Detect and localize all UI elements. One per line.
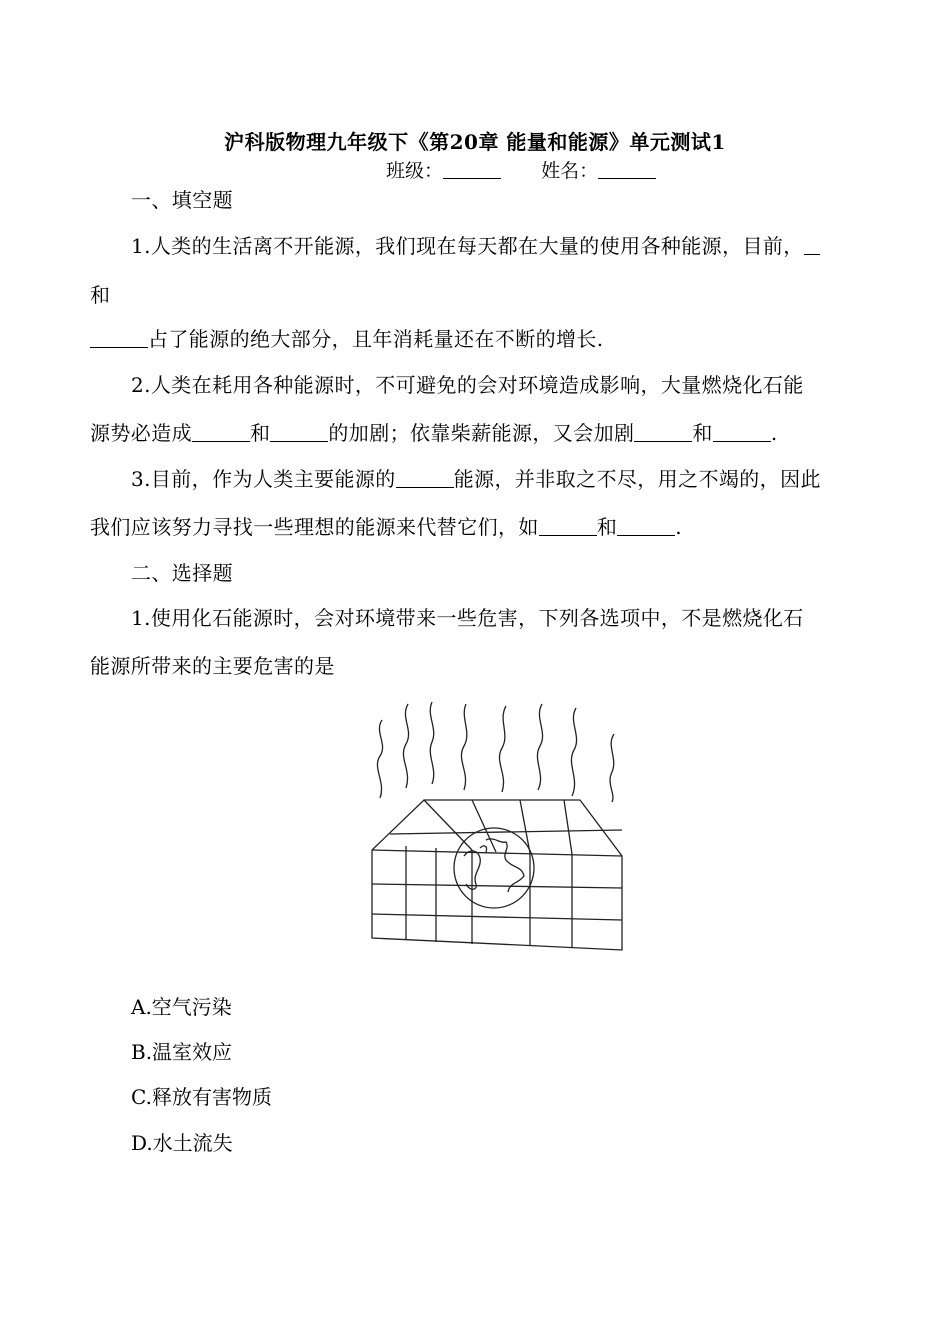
q3-blank-2[interactable] [539,517,597,536]
q3-blank-1[interactable] [396,469,454,488]
choice-question-1-line-2: 能源所带来的主要危害的是 [90,654,335,678]
q2-text-1: 源势必造成 [90,421,192,445]
q3-text-2: 能源，并非取之不尽，用之不竭的，因此 [453,467,821,491]
option-d[interactable]: D.水土流失 [131,1131,233,1155]
class-blank[interactable] [443,160,501,179]
question-3-line-1 [131,463,821,492]
class-label: 班级： [386,160,444,182]
student-info-line [386,156,656,183]
name-label: 姓名： [541,160,599,182]
q2-text-3: 的加剧；依靠柴薪能源，又会加剧 [328,421,635,445]
q3-text-5: . [675,515,682,539]
q2-blank-1[interactable] [192,423,250,442]
q2-text-4: 和 [692,421,713,445]
question-1-line-2: 和 [90,283,111,307]
q3-text-1: 3.目前，作为人类主要能源的 [131,467,396,491]
q3-text-4: 和 [596,515,618,539]
heat-waves [377,702,614,802]
question-3-line-2 [90,511,682,540]
q2-blank-4[interactable] [713,423,771,442]
greenhouse [372,800,622,950]
page-title: 沪科版物理九年级下《第20章 能量和能源》单元测试1 [224,130,726,154]
q1-blank-2[interactable] [90,329,148,348]
q2-blank-2[interactable] [270,423,328,442]
earth-icon [454,828,534,908]
question-1-line-3 [90,323,604,352]
q3-blank-3[interactable] [617,517,675,536]
choice-question-1-line-1: 1.使用化石能源时，会对环境带来一些危害，下列各选项中，不是燃烧化石 [131,606,804,630]
q2-text-5: . [770,421,778,445]
q1-text-end: 占了能源的绝大部分，且年消耗量还在不断的增长. [148,327,604,351]
greenhouse-earth-illustration [360,698,630,956]
q1-text: 1.人类的生活离不开能源，我们现在每天都在大量的使用各种能源，目前， [131,234,804,258]
name-blank[interactable] [598,160,656,179]
question-1-line-1 [131,230,820,259]
q2-text-2: 和 [250,421,271,445]
q3-text-3: 我们应该努力寻找一些理想的能源来代替它们，如 [90,515,539,539]
section-heading-fill: 一、填空题 [131,188,233,212]
q2-blank-3[interactable] [634,423,692,442]
question-2-line-2 [90,417,778,446]
option-b[interactable]: B.温室效应 [131,1040,233,1064]
option-a[interactable]: A.空气污染 [131,995,232,1019]
option-c[interactable]: C.释放有害物质 [131,1085,272,1109]
question-2-line-1: 2.人类在耗用各种能源时，不可避免的会对环境造成影响，大量燃烧化石能 [131,373,804,397]
section-heading-choice: 二、选择题 [131,561,233,585]
q1-blank-1[interactable] [804,236,820,255]
